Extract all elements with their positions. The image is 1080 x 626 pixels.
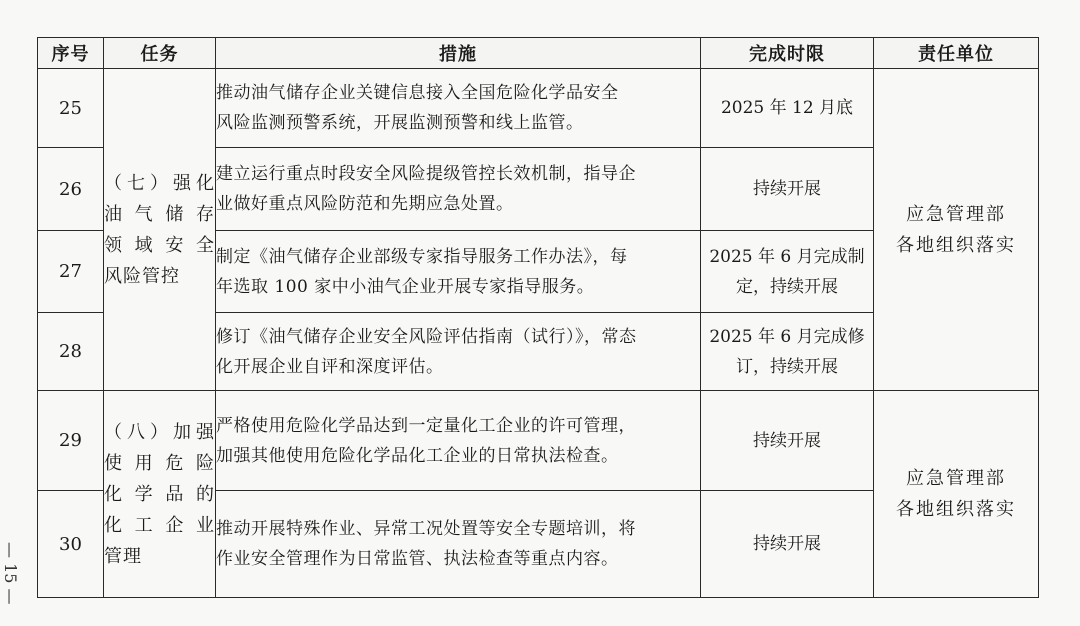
task-line: 风险管控 — [104, 265, 180, 287]
measure-line: 化开展企业自评和深度评估。 — [216, 356, 444, 377]
row-number: 25 — [38, 69, 104, 148]
deadline-line: 持续开展 — [753, 179, 821, 199]
task-line: 化工企业 — [104, 514, 215, 536]
task-line: 化学品的 — [104, 483, 215, 505]
measure-line: 严格使用危险化学品达到一定量化工企业的许可管理， — [216, 415, 636, 436]
header-task: 任务 — [104, 38, 216, 69]
unit-line: 各地组织落实 — [896, 234, 1016, 256]
measure-cell — [216, 391, 701, 491]
deadline-cell — [701, 69, 874, 148]
measure-line: 推动开展特殊作业、异常工况处置等安全专题培训，将 — [216, 519, 636, 539]
task-line: 使用危险 — [104, 452, 215, 474]
measure-line: 推动油气储存企业关键信息接入全国危险化学品安全 — [216, 83, 619, 103]
page-number: — 15 — — [1, 541, 20, 605]
deadline-line: 持续开展 — [753, 534, 821, 554]
header-deadline: 完成时限 — [701, 38, 874, 69]
measure-line: 年选取 100 家中小油气企业开展专家指导服务。 — [216, 276, 595, 297]
deadline-line: 定，持续开展 — [736, 276, 838, 297]
task-line: 油气储存 — [104, 203, 215, 225]
header-unit: 责任单位 — [874, 38, 1039, 69]
measure-line: 风险监测预警系统，开展监测预警和线上监管。 — [216, 113, 584, 133]
task-line: （八）加强 — [104, 421, 215, 443]
deadline-cell — [701, 231, 874, 313]
measure-cell — [216, 491, 701, 598]
measure-cell — [216, 69, 701, 148]
header-number: 序号 — [38, 38, 104, 69]
row-number: 27 — [38, 231, 104, 313]
row-number: 30 — [38, 491, 104, 598]
unit-cell — [874, 69, 1039, 391]
measure-line: 业做好重点风险防范和先期应急处置。 — [216, 194, 514, 214]
measure-line: 制定《油气储存企业部级专家指导服务工作办法》，每 — [216, 246, 628, 267]
row-number: 29 — [38, 391, 104, 491]
deadline-cell — [701, 491, 874, 598]
unit-line: 应急管理部 — [906, 468, 1006, 489]
unit-line: 应急管理部 — [906, 203, 1006, 225]
header-measure: 措施 — [216, 38, 701, 69]
measure-line: 修订《油气储存企业安全风险评估指南（试行）》，常态 — [216, 326, 637, 347]
row-number: 28 — [38, 313, 104, 391]
task-line: （七）强化 — [104, 172, 215, 194]
deadline-line: 2025 年 12 月底 — [720, 98, 854, 118]
measure-cell — [216, 231, 701, 313]
measure-cell — [216, 148, 701, 231]
table-row — [38, 69, 1039, 148]
measure-line: 作业安全管理作为日常监管、执法检查等重点内容。 — [216, 549, 619, 569]
unit-line: 各地组织落实 — [896, 499, 1016, 520]
measure-line: 建立运行重点时段安全风险提级管控长效机制，指导企 — [216, 164, 636, 184]
measure-line: 加强其他使用危险化学品化工企业的日常执法检查。 — [216, 445, 619, 466]
task-cell — [104, 391, 216, 598]
table-header-row — [38, 38, 1039, 69]
task-line: 管理 — [104, 545, 142, 567]
deadline-line: 2025 年 6 月完成修 — [709, 326, 865, 347]
row-number: 26 — [38, 148, 104, 231]
task-line: 领域安全 — [104, 234, 215, 256]
table-row — [38, 391, 1039, 491]
unit-cell — [874, 391, 1039, 598]
deadline-line: 订，持续开展 — [736, 356, 838, 377]
task-cell — [104, 69, 216, 391]
deadline-line: 2025 年 6 月完成制 — [709, 246, 865, 267]
measure-cell — [216, 313, 701, 391]
deadline-cell — [701, 313, 874, 391]
deadline-line: 持续开展 — [753, 430, 821, 451]
task-table — [37, 37, 1039, 598]
deadline-cell — [701, 148, 874, 231]
deadline-cell — [701, 391, 874, 491]
